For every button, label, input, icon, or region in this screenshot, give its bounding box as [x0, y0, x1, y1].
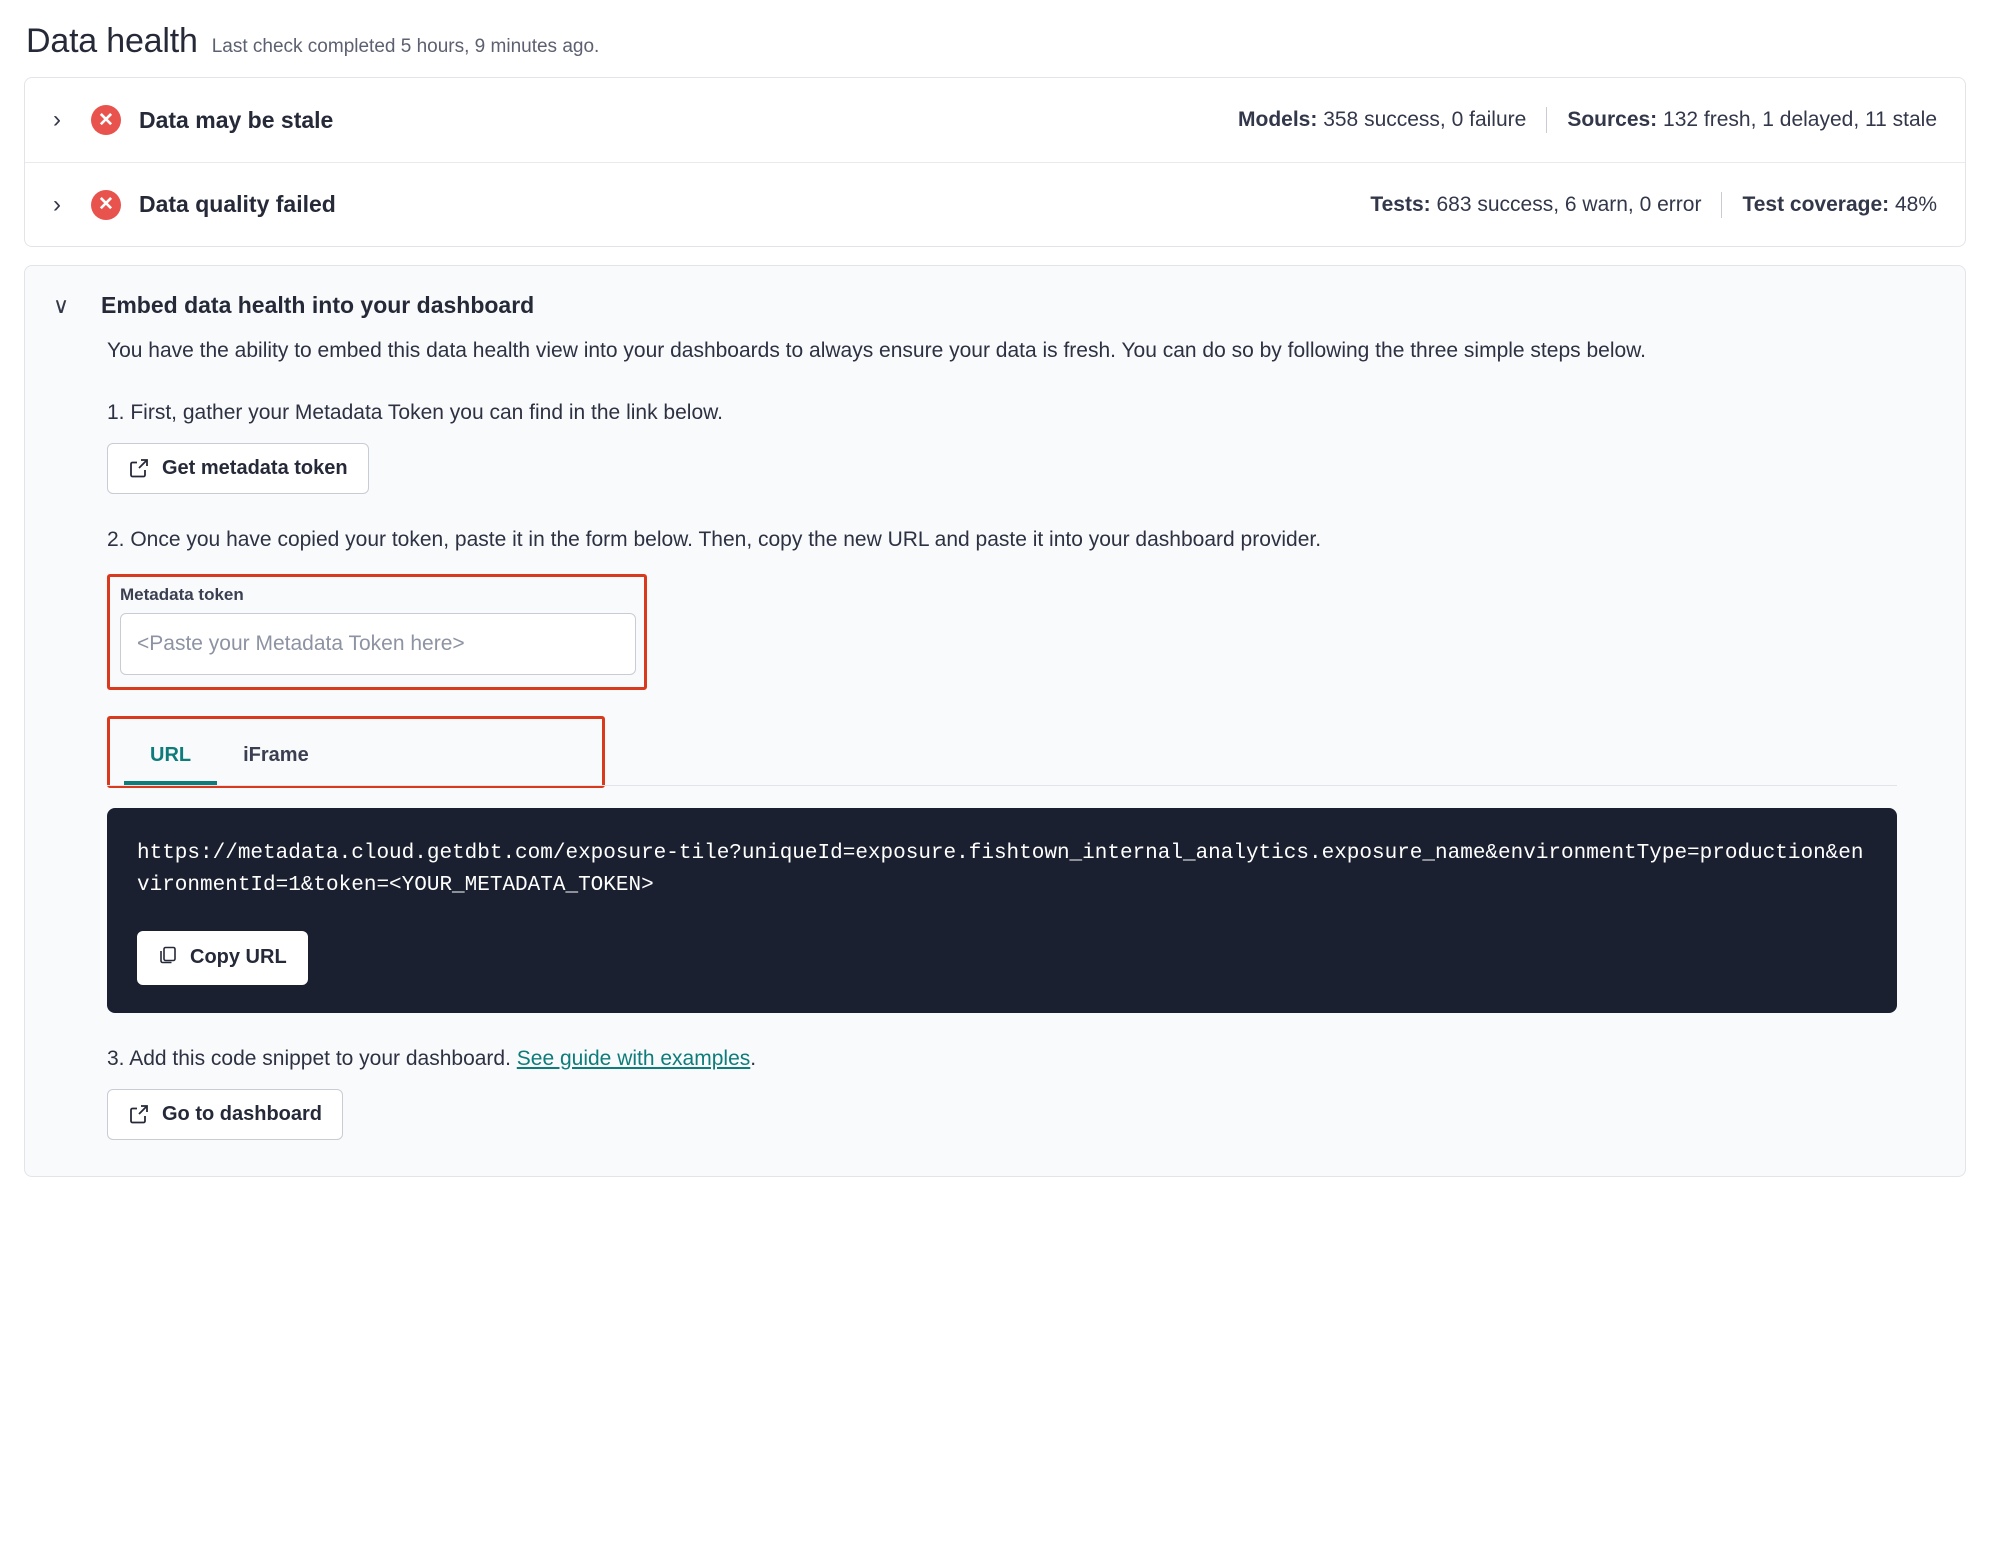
accordion-data-quality-failed[interactable] [25, 162, 1965, 246]
embed-url-text: https://metadata.cloud.getdbt.com/exposure-tile?uniqueId=exposure.fishtown_internal_analytics.exposure_name&environmentType=production&environmentId=1&token=<YOUR_METADATA_TOKEN> [137, 841, 1864, 898]
embed-step-1: 1. First, gather your Metadata Token you can find in the link below. [107, 400, 723, 424]
chevron-right-icon[interactable]: › [53, 106, 61, 133]
external-link-icon [128, 457, 150, 479]
metadata-token-input[interactable] [120, 613, 636, 675]
tab-iframe[interactable]: iFrame [243, 743, 309, 766]
embed-step-3-suffix: . [750, 1046, 757, 1070]
tab-list [110, 719, 602, 785]
status-card [24, 77, 1966, 247]
metadata-token-field-group [107, 574, 647, 690]
accordion-summary [1238, 107, 1937, 133]
tests-value: 683 success, 6 warn, 0 error [1436, 192, 1702, 216]
tab-underline-divider [107, 785, 1897, 786]
embed-step-3-text: 3. Add this code snippet to your dashboard. [107, 1046, 517, 1070]
page-title: Data health [26, 22, 198, 60]
go-to-dashboard-button[interactable] [107, 1089, 343, 1140]
embed-title: Embed data health into your dashboard [101, 292, 535, 318]
test-coverage-value: 48% [1894, 192, 1937, 216]
embed-step-3 [107, 1047, 1937, 1071]
tests-label: Tests: [1370, 192, 1431, 216]
external-link-icon [128, 1103, 150, 1125]
accordion-title: Data quality failed [139, 191, 336, 217]
embed-code-block [107, 808, 1897, 1013]
go-to-dashboard-label: Go to dashboard [162, 1102, 322, 1125]
last-check-status: Last check completed 5 hours, 9 minutes ago. [211, 36, 600, 57]
accordion-data-may-be-stale[interactable] [25, 78, 1965, 162]
accordion-title: Data may be stale [139, 106, 334, 133]
embed-intro-text: You have the ability to embed this data health view into your dashboards to always ensure your data is fresh. You can do so by following the three simple steps below. [107, 339, 1646, 362]
embed-card [24, 265, 1966, 1177]
chevron-down-icon[interactable]: ∨ [53, 292, 70, 318]
get-metadata-token-button[interactable] [107, 443, 369, 494]
get-metadata-token-label: Get metadata token [162, 456, 348, 479]
embed-body [25, 335, 1965, 1176]
page-header [24, 18, 1966, 77]
meta-divider [1546, 107, 1547, 133]
copy-icon [158, 945, 178, 971]
copy-url-button[interactable] [137, 931, 308, 985]
test-coverage-label: Test coverage: [1742, 192, 1890, 216]
tab-url[interactable]: URL [124, 744, 217, 785]
error-status-badge: ✕ [91, 190, 121, 220]
chevron-right-icon[interactable]: › [53, 190, 61, 218]
embed-step-2: 2. Once you have copied your token, paste it in the form below. Then, copy the new URL and paste it into your dashboard provider. [107, 527, 1322, 551]
sources-value: 132 fresh, 1 delayed, 11 stale [1663, 108, 1937, 131]
embed-header[interactable] [25, 266, 1965, 325]
models-value: 358 success, 0 failure [1323, 108, 1527, 131]
embed-format-tabs [107, 716, 605, 788]
error-status-badge: ✕ [91, 105, 121, 135]
models-label: Models: [1238, 108, 1318, 131]
sources-label: Sources: [1567, 108, 1658, 131]
see-guide-link[interactable]: See guide with examples [516, 1046, 751, 1070]
meta-divider [1721, 192, 1722, 218]
metadata-token-label: Metadata token [120, 584, 244, 604]
copy-url-label: Copy URL [190, 946, 287, 969]
accordion-summary [1370, 192, 1937, 218]
